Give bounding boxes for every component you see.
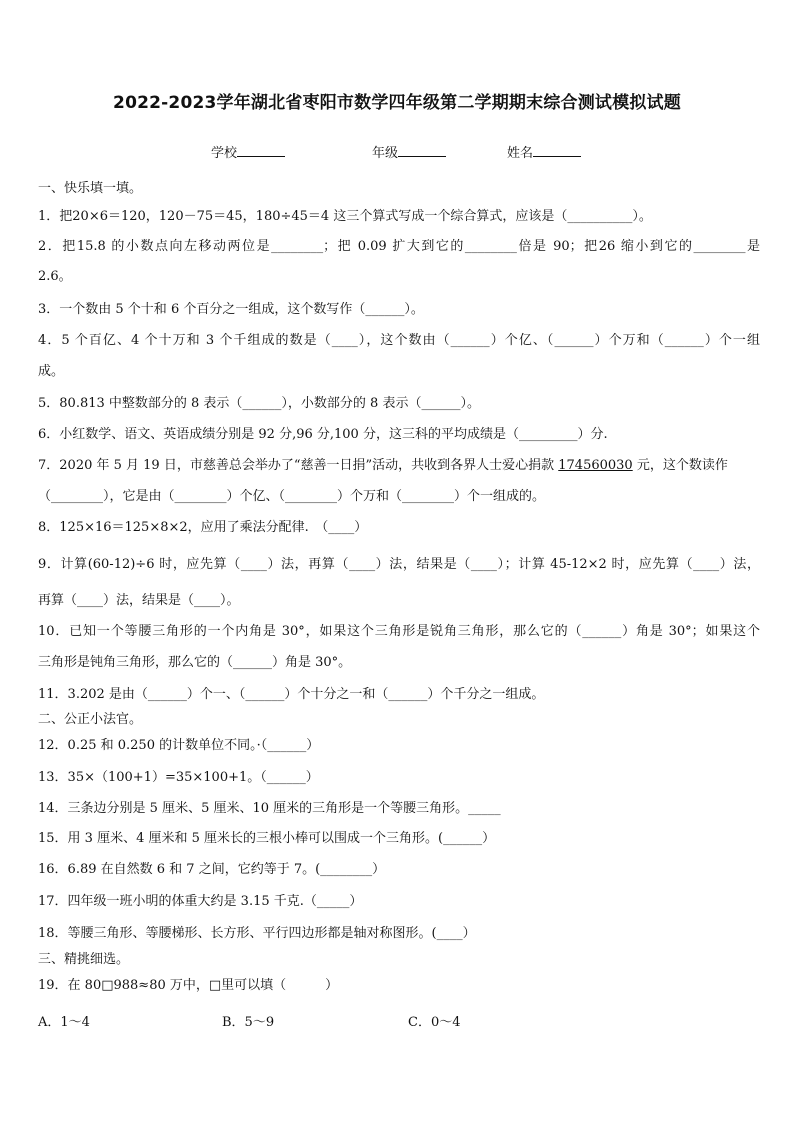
school-field <box>211 142 285 161</box>
option-b: B．5～9 <box>222 1015 275 1030</box>
question-12: 12．0.25 和 0.250 的计数单位不同。·（______） <box>38 738 320 753</box>
question-18: 18．等腰三角形、等腰梯形、长方形、平行四边形都是轴对称图形。(____） <box>38 926 476 941</box>
section-heading-1: 一、快乐填一填。 <box>38 181 143 196</box>
question-19: 19．在 80□988≈80 万中，□里可以填（ ） <box>38 978 339 993</box>
question-3: 3．一个数由 5 个十和 6 个百分之一组成，这个数写作（______）。 <box>38 302 424 317</box>
grade-label: 年级 <box>372 146 399 161</box>
school-blank <box>237 143 285 157</box>
option-a: A．1～4 <box>38 1015 90 1030</box>
option-c: C．0～4 <box>408 1015 461 1030</box>
question-4-line-1: 4．5 个百亿、4 个十万和 3 个千组成的数是（____），这个数由（______）个亿、（______）个万和（______）个一组 <box>38 333 760 348</box>
grade-field <box>372 142 446 161</box>
section-heading-2: 二、公正小法官。 <box>38 712 143 727</box>
question-15: 15．用 3 厘米、4 厘米和 5 厘米长的三根小棒可以围成一个三角形。(______） <box>38 831 496 846</box>
question-11: 11．3.202 是由（______）个一、（______）个十分之一和（______）个千分之一组成。 <box>38 687 545 702</box>
question-2-line-1: 2．把15.8 的小数点向左移动两位是________；把 0.09 扩大到它的________倍是 90；把26 缩小到它的________是 <box>38 239 760 254</box>
question-9-line-2: 再算（____）法，结果是（____）。 <box>38 593 240 608</box>
question-10-line-1: 10．已知一个等腰三角形的一个内角是 30°，如果这个三角形是锐角三角形，那么它的（______）角是 30°；如果这个 <box>38 624 760 639</box>
question-13: 13．35×（100+1）=35×100+1。（______） <box>38 770 319 785</box>
name-field <box>507 142 581 161</box>
question-1: 1．把20×6＝120，120－75＝45，180÷45＝4 这三个算式写成一个综合算式，应该是（__________）。 <box>38 209 652 224</box>
question-9-line-1: 9．计算(60-12)÷6 时，应先算（____）法，再算（____）法，结果是（____）；计算 45-12×2 时，应先算（____）法， <box>38 557 760 572</box>
school-label: 学校 <box>211 146 238 161</box>
question-14: 14．三条边分别是 5 厘米、5 厘米、10 厘米的三角形是一个等腰三角形。_____ <box>38 801 501 816</box>
question-7-line-1 <box>38 457 760 475</box>
question-6: 6．小红数学、语文、英语成绩分别是 92 分,96 分,100 分，这三科的平均成绩是（_________）分. <box>38 427 608 442</box>
question-16: 16．6.89 在自然数 6 和 7 之间，它约等于 7。(________） <box>38 862 386 877</box>
question-5: 5．80.813 中整数部分的 8 表示（______），小数部分的 8 表示（______）。 <box>38 396 480 411</box>
question-17: 17．四年级一班小明的体重大约是 3.15 千克.（_____） <box>38 894 363 909</box>
question-7-text-b: 元，这个数读作 <box>632 458 728 473</box>
name-label: 姓名 <box>507 146 534 161</box>
question-7-line-2: （________），它是由（________）个亿、（________）个万和（________）个一组成的。 <box>38 489 546 504</box>
question-4-line-2: 成。 <box>38 364 65 379</box>
question-8: 8．125×16＝125×8×2，应用了乘法分配律. （____） <box>38 520 368 535</box>
question-7-text-a: 7．2020 年 5 月 19 日，市慈善总会举办了“慈善一日捐”活动，共收到各界人士爱心捐款 <box>38 458 559 473</box>
exam-title: 2022-2023学年湖北省枣阳市数学四年级第二学期期末综合测试模拟试题 <box>113 93 681 113</box>
name-blank <box>533 143 581 157</box>
question-10-line-2: 三角形是钝角三角形，那么它的（______）角是 30°。 <box>38 655 352 670</box>
question-2-line-2: 2.6。 <box>38 269 72 284</box>
section-heading-3: 三、精挑细选。 <box>38 952 130 967</box>
grade-blank <box>398 143 446 157</box>
donation-amount: 174560030 <box>558 458 633 473</box>
